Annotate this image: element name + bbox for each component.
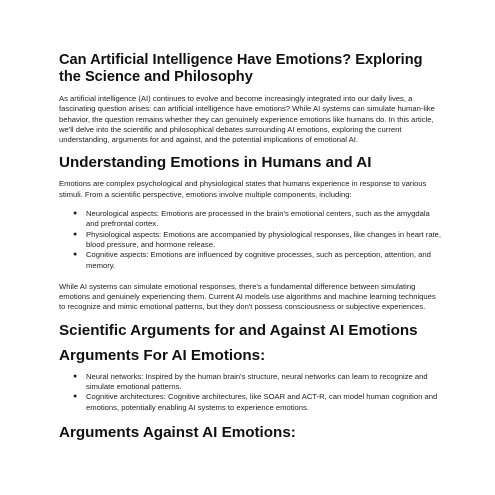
arguments-for-list bbox=[59, 372, 443, 413]
emotion-components-list bbox=[59, 209, 443, 271]
list-item-text: Physiological aspects: Emotions are accompanied by physiological responses, like changes in heart rate, blood pressure, and hormone release. bbox=[86, 229, 442, 249]
list-item bbox=[73, 371, 443, 393]
bullet-icon: ● bbox=[73, 230, 78, 238]
list-item bbox=[73, 209, 443, 230]
article-title: Can Artificial Intelligence Have Emotions? Exploring the Science and Philosophy bbox=[59, 52, 423, 85]
section-heading-arguments-against: Arguments Against AI Emotions: bbox=[59, 423, 296, 441]
section-heading-arguments-for: Arguments For AI Emotions: bbox=[59, 346, 266, 364]
simulation-vs-experience-paragraph: While AI systems can simulate emotional responses, there's a fundamental difference between simulating emotions and genuinely experiencing them. Current AI models use algorithms and machine learning techniques to recognize and mimic emotional patterns, but they don't possess consciousness or subjective experiences. bbox=[59, 281, 436, 312]
list-item bbox=[73, 229, 443, 251]
emotions-definition-paragraph: Emotions are complex psychological and physiological states that humans experience in response to various stimuli. From a scientific perspective, emotions involve multiple components, including: bbox=[59, 179, 427, 199]
list-item-text: Cognitive aspects: Emotions are influenced by cognitive processes, such as perception, attention, and memory. bbox=[86, 250, 431, 270]
list-item-text: Neurological aspects: Emotions are processed in the brain's emotional centers, such as the amygdala and prefrontal cortex. bbox=[86, 209, 430, 229]
bullet-icon: ● bbox=[73, 251, 78, 259]
intro-paragraph: As artificial intelligence (AI) continues to evolve and become increasingly integrated into our daily lives, a fascinating question arises: can artificial intelligence have emotions? While AI systems can simulate human-like behavior, the question remains whether they can genuinely experience emotions like humans do. In this article, we'll delve into the scientific and philosophical debates surrounding AI emotions, exploring the current understanding, arguments for and against, and the potential implications of emotional AI. bbox=[59, 94, 435, 145]
list-item-text: Neural networks: Inspired by the human brain's structure, neural networks can learn to recognize and simulate emotional patterns. bbox=[86, 371, 428, 392]
article bbox=[59, 52, 443, 449]
section-heading-understanding-emotions: Understanding Emotions in Humans and AI bbox=[59, 154, 372, 172]
list-item-text: Cognitive architectures: Cognitive architectures, like SOAR and ACT-R, can model human cognition and emotions, potentially enabling AI systems to experience emotions. bbox=[86, 392, 438, 412]
list-item bbox=[73, 250, 443, 271]
bullet-icon: ● bbox=[73, 393, 78, 401]
bullet-icon: ● bbox=[73, 210, 78, 218]
section-heading-scientific-arguments: Scientific Arguments for and Against AI Emotions bbox=[59, 321, 418, 339]
bullet-icon: ● bbox=[73, 372, 78, 380]
list-item bbox=[73, 392, 443, 413]
